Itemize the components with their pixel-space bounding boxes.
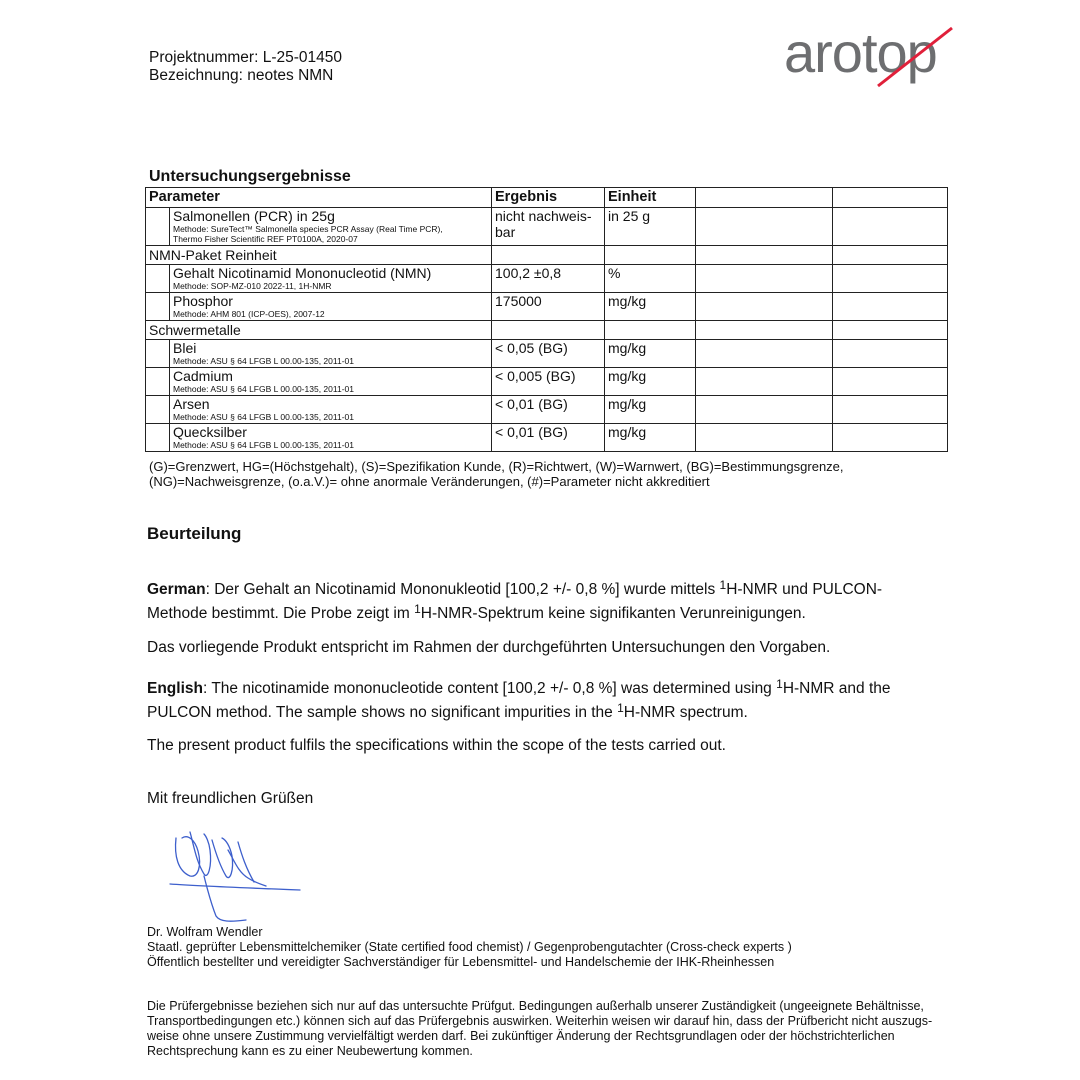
col-empty-1 [696, 188, 833, 208]
table-row [146, 396, 948, 424]
param-phosphor: Phosphor Methode: AHM 801 (ICP-OES), 2007-12 [170, 293, 492, 321]
table-row [146, 368, 948, 396]
param-blei: Blei Methode: ASU § 64 LFGB L 00.00-135, 2011-01 [170, 340, 492, 368]
param-cadmium: Cadmium Methode: ASU § 64 LFGB L 00.00-135, 2011-01 [170, 368, 492, 396]
table-row [146, 340, 948, 368]
arotop-logo [782, 22, 978, 90]
abbreviation-legend: (G)=Grenzwert, HG=(Höchstgehalt), (S)=Spezifikation Kunde, (R)=Richtwert, (W)=Warnwert, (BG)=Bestimmungsgrenze, (NG)=Nachweisgrenze, (o.a.V.)= ohne anormale Veränderungen, (#)=Parameter nicht akkreditiert [149, 459, 844, 489]
group-row [146, 246, 948, 265]
signatory-appointment: Öffentlich bestellter und vereidigter Sachverständiger für Lebensmittel- und Handelschemie der IHK-Rheinhessen [147, 955, 775, 969]
project-number: Projektnummer: L-25-01450 [149, 49, 342, 66]
result-arsen: < 0,01 (BG) [492, 396, 605, 424]
col-ergebnis: Ergebnis [492, 188, 605, 208]
results-title: Untersuchungsergebnisse [149, 168, 351, 185]
results-table [145, 187, 948, 452]
col-empty-2 [833, 188, 948, 208]
english-paragraph: English: The nicotinamide mononucleotide content [100,2 +/- 0,8 %] was determined using $^1$H-NMR and the PULCON method. The sample shows no significant impurities in the $^1$H-NMR spectrum. [147, 677, 891, 721]
param-salmonella: Salmonellen (PCR) in 25g Methode: SureTect™ Salmonella species PCR Assay (Real Time PCR), Thermo Fisher Scientific REF PT0100A, 2020-07 [170, 208, 492, 246]
table-row [146, 424, 948, 452]
table-row [146, 208, 948, 246]
unit-nmn: % [605, 265, 696, 293]
unit-arsen: mg/kg [605, 396, 696, 424]
result-quecksilber: < 0,01 (BG) [492, 424, 605, 452]
signatory [147, 925, 792, 970]
disclaimer: Die Prüfergebnisse beziehen sich nur auf das untersuchte Prüfgut. Bedingungen außerhalb unserer Zuständigkeit (ungeeignete Behältnisse, Transportbedingungen etc.) können sich auf das Prüfergebnis auswirken. Weiterhin weisen wir darauf hin, dass der Prüfbericht nicht auszugs- weise ohne unsere Zustimmung vervielfältigt werden darf. Bei zukünftiger Änderung der Rechtsgrundlagen oder der höchstrichterlichen Rechtsprechung kann es zu einer Neubewertung kommen. [147, 999, 933, 1058]
table-row [146, 265, 948, 293]
param-nmn: Gehalt Nicotinamid Mononucleotid (NMN) Methode: SOP-MZ-010 2022-11, 1H-NMR [170, 265, 492, 293]
closing: Mit freundlichen Grüßen [147, 790, 314, 807]
report-header [149, 49, 342, 85]
table-row [146, 293, 948, 321]
unit-quecksilber: mg/kg [605, 424, 696, 452]
unit-phosphor: mg/kg [605, 293, 696, 321]
unit-blei: mg/kg [605, 340, 696, 368]
unit-cadmium: mg/kg [605, 368, 696, 396]
german-conclusion: Das vorliegende Produkt entspricht im Rahmen der durchgeführten Untersuchungen den Vorgaben. [147, 639, 831, 656]
result-phosphor: 175000 [492, 293, 605, 321]
unit-salmonella: in 25 g [605, 208, 696, 246]
result-cadmium: < 0,005 (BG) [492, 368, 605, 396]
logo-text: arotop [784, 22, 937, 84]
signatory-title: Staatl. geprüfter Lebensmittelchemiker (State certified food chemist) / Gegenprobengutachter (Cross-check experts ) [147, 940, 792, 954]
designation: Bezeichnung: neotes NMN [149, 67, 334, 84]
english-conclusion: The present product fulfils the specifications within the scope of the tests carried out. [147, 737, 726, 754]
handwritten-signature [168, 826, 308, 924]
evaluation-title: Beurteilung [147, 524, 242, 543]
result-salmonella: nicht nachweis- bar [492, 208, 605, 246]
result-blei: < 0,05 (BG) [492, 340, 605, 368]
col-einheit: Einheit [605, 188, 696, 208]
result-nmn: 100,2 ±0,8 [492, 265, 605, 293]
param-arsen: Arsen Methode: ASU § 64 LFGB L 00.00-135, 2011-01 [170, 396, 492, 424]
group-purity: NMN-Paket Reinheit [146, 246, 492, 265]
signatory-name: Dr. Wolfram Wendler [147, 925, 263, 939]
group-metals: Schwermetalle [146, 321, 492, 340]
group-row [146, 321, 948, 340]
param-quecksilber: Quecksilber Methode: ASU § 64 LFGB L 00.00-135, 2011-01 [170, 424, 492, 452]
german-paragraph: German: Der Gehalt an Nicotinamid Mononukleotid [100,2 +/- 0,8 %] wurde mittels $^1$H-NMR und PULCON- Methode bestimmt. Die Probe zeigt im $^1$H-NMR-Spektrum keine signifikanten Verunreinigungen. [147, 578, 883, 622]
col-parameter: Parameter [146, 188, 492, 208]
table-header-row [146, 188, 948, 208]
